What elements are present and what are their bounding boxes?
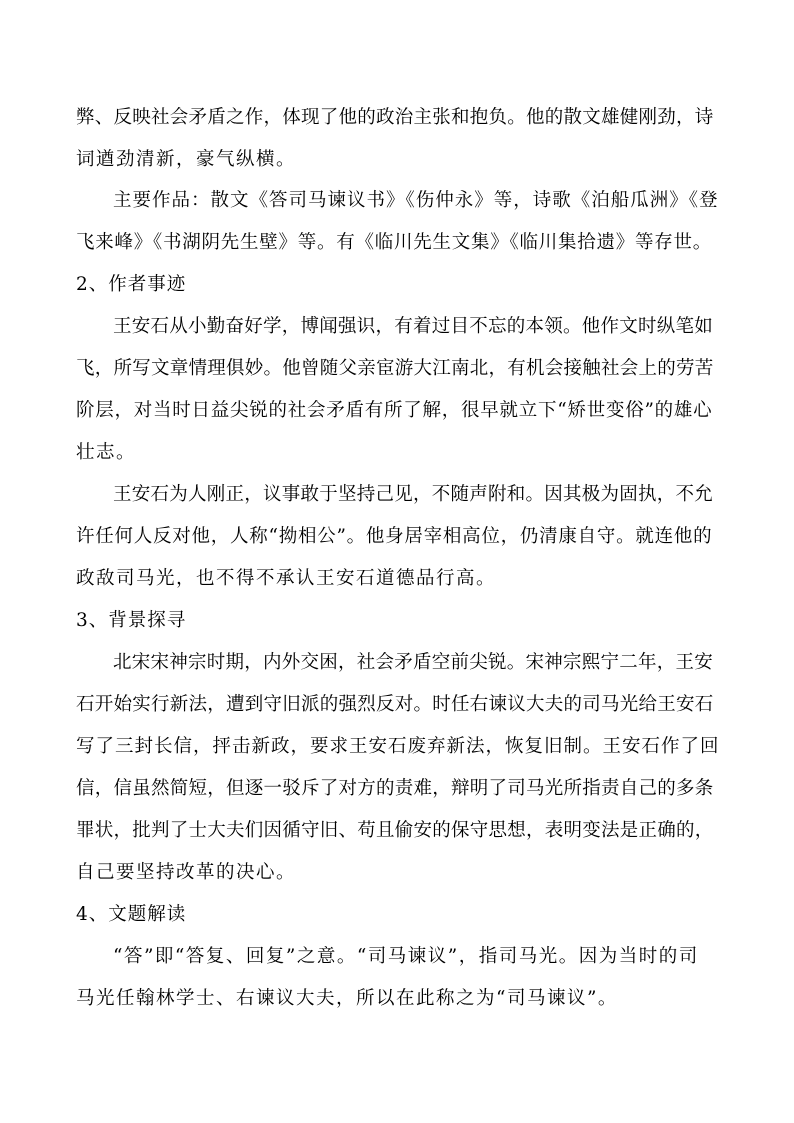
- background-para-line-5: 罪状，批判了士大夫们因循守旧、苟且偷安的保守思想，表明变法是正确的，: [76, 820, 714, 841]
- background-para-line-1: 北宋宋神宗时期，内外交困，社会矛盾空前尖锐。宋神宗熙宁二年，王安: [113, 652, 714, 673]
- section-heading-title-interpretation: 4、文题解读: [76, 904, 187, 925]
- works-line-2: 飞来峰》《书湖阴先生壁》等。有《临川先生文集》《临川集拾遗》等存世。: [76, 232, 713, 253]
- background-para-line-2: 石开始实行新法，遭到守旧派的强烈反对。时任右谏议大夫的司马光给王安石: [76, 694, 714, 715]
- intro-line-1: 弊、反映社会矛盾之作，体现了他的政治主张和抱负。他的散文雄健刚劲，诗: [76, 107, 714, 128]
- author-para2-line-1: 王安石为人刚正，议事敢于坚持己见，不随声附和。因其极为固执，不允: [113, 484, 714, 505]
- intro-line-2: 词遒劲清新，豪气纵横。: [76, 149, 297, 170]
- title-para-line-1: “答”即“答复、回复”之意。“司马谏议”，指司马光。因为当时的司: [113, 946, 699, 967]
- author-para2-line-3: 政敌司马光，也不得不承认王安石道德品行高。: [76, 568, 497, 589]
- author-para1-line-3: 阶层，对当时日益尖锐的社会矛盾有所了解，很早就立下“矫世变俗”的雄心: [76, 400, 713, 421]
- background-para-line-6: 自己要坚持改革的决心。: [76, 862, 297, 883]
- author-para1-line-4: 壮志。: [76, 442, 137, 463]
- section-heading-background: 3、背景探寻: [76, 610, 187, 631]
- background-para-line-4: 信，信虽然简短，但逐一驳斥了对方的责难，辩明了司马光所指责自己的多条: [76, 778, 714, 799]
- author-para1-line-1: 王安石从小勤奋好学，博闻强识，有着过目不忘的本领。他作文时纵笔如: [113, 316, 714, 337]
- section-heading-author-deeds: 2、作者事迹: [76, 274, 187, 295]
- works-line-1: 主要作品：散文《答司马谏议书》《伤仲永》等，诗歌《泊船瓜洲》《登: [113, 190, 719, 211]
- background-para-line-3: 写了三封长信，抨击新政，要求王安石废弃新法，恢复旧制。王安石作了回: [76, 736, 720, 757]
- author-para2-line-2: 许任何人反对他，人称“拗相公”。他身居宰相高位，仍清康自守。就连他的: [76, 526, 713, 547]
- author-para1-line-2: 飞，所写文章情理俱妙。他曾随父亲宦游大江南北，有机会接触社会上的劳苦: [76, 358, 714, 379]
- title-para-line-2: 马光任翰林学士、右谏议大夫，所以在此称之为“司马谏议”。: [76, 988, 618, 1009]
